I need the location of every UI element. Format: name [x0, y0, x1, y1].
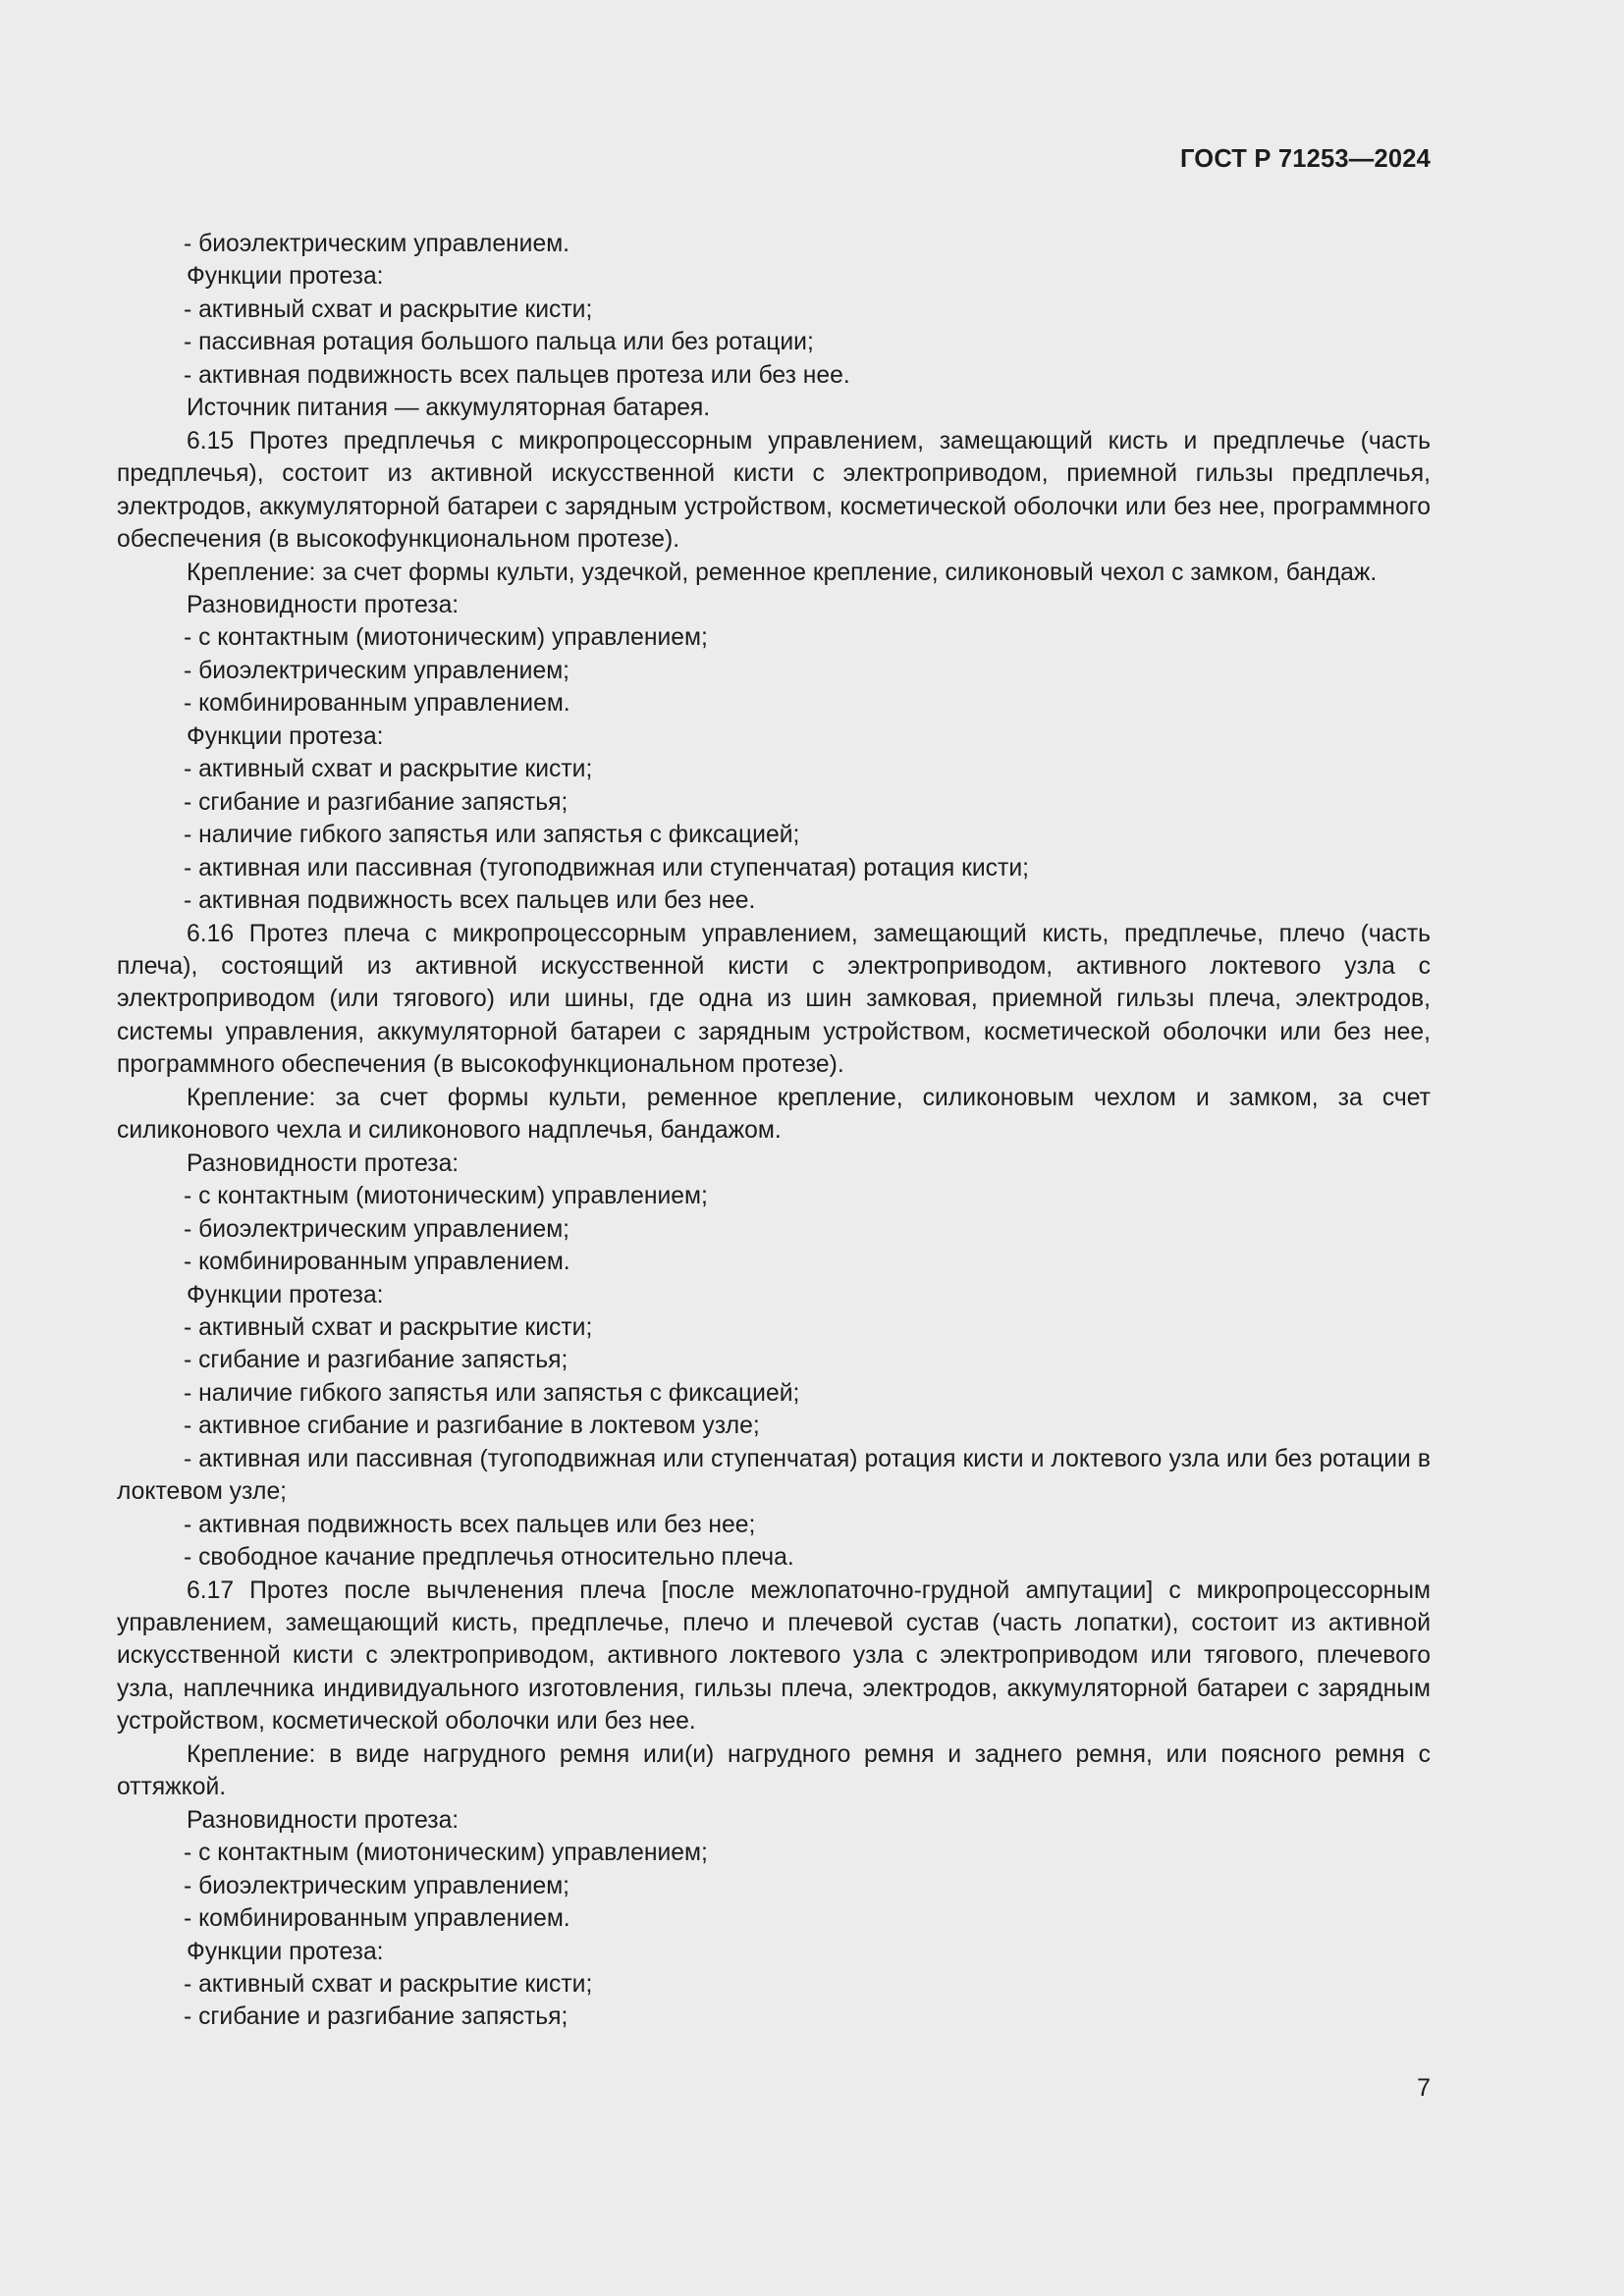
- list-item: - активная подвижность всех пальцев протеза или без нее.: [184, 361, 850, 389]
- paragraph: 6.17 Протез после вычленения плеча [после межлопаточно-грудной ампутации] с микропроцессорным управлением, замещающий кисть, предплечье, плечо и плечевой сустав (часть лопатки), состоит из активной искусственной кисти с электроприводом, активного локтевого узла с электроприводом или тягового, плечевого узла, наплечника индивидуального изготовления, гильзы плеча, электродов, аккумуляторной батареи с зарядным устройством, косметической оболочки или без нее.: [117, 1576, 1431, 1735]
- paragraph: Крепление: за счет формы культи, ременное крепление, силиконовым чехлом и замком, за счет силиконового чехла и силиконового надплечья, бандажом.: [117, 1084, 1431, 1145]
- paragraph: Функции протеза:: [187, 722, 384, 750]
- list-item: - биоэлектрическим управлением;: [184, 1215, 570, 1243]
- list-item: - активный схват и раскрытие кисти;: [184, 295, 593, 323]
- page-number: 7: [1417, 2074, 1431, 2102]
- list-item: - с контактным (миотоническим) управлением;: [184, 624, 708, 652]
- list-item: - активная подвижность всех пальцев или без нее;: [184, 1511, 756, 1538]
- list-item: - сгибание и разгибание запястья;: [184, 788, 568, 816]
- list-item: - активный схват и раскрытие кисти;: [184, 1313, 593, 1341]
- document-body: [117, 228, 1431, 2034]
- list-item: - свободное качание предплечья относительно плеча.: [184, 1544, 794, 1572]
- paragraph: 6.15 Протез предплечья с микропроцессорным управлением, замещающий кисть и предплечье (часть предплечья), состоит из активной искусственной кисти с электроприводом, приемной гильзы предплечья, электродов, аккумуляторной батареи с зарядным устройством, косметической оболочки или без нее, программного обеспечения (в высокофункциональном протезе).: [117, 427, 1431, 554]
- list-item: - комбинированным управлением.: [184, 1249, 570, 1276]
- list-item: - активное сгибание и разгибание в локтевом узле;: [184, 1413, 760, 1440]
- list-item: - активный схват и раскрытие кисти;: [184, 1971, 593, 1999]
- list-item: - активная или пассивная (тугоподвижная или ступенчатая) ротация кисти и локтевого узла или без ротации в локтевом узле;: [117, 1445, 1431, 1506]
- paragraph: Крепление: за счет формы культи, уздечкой, ременное крепление, силиконовый чехол с замком, бандаж.: [187, 559, 1378, 586]
- paragraph: Функции протеза:: [187, 1281, 384, 1308]
- paragraph: Функции протеза:: [187, 263, 384, 291]
- list-item: - сгибание и разгибание запястья;: [184, 2003, 568, 2031]
- list-item: - комбинированным управлением.: [184, 1905, 570, 1933]
- paragraph: 6.16 Протез плеча с микропроцессорным управлением, замещающий кисть, предплечье, плечо (часть плеча), состоящий из активной искусственной кисти с электроприводом, активного локтевого узла с электроприводом (или тягового) или шины, где одна из шин замковая, приемной гильзы плеча, электродов, системы управления, аккумуляторной батареи с зарядным устройством, косметической оболочки или без нее, программного обеспечения (в высокофункциональном протезе).: [117, 920, 1431, 1079]
- list-item: - биоэлектрическим управлением.: [184, 231, 570, 257]
- list-item: - активный схват и раскрытие кисти;: [184, 756, 593, 783]
- list-item: - сгибание и разгибание запястья;: [184, 1347, 568, 1374]
- list-item: - комбинированным управлением.: [184, 690, 570, 718]
- list-item: - наличие гибкого запястья или запястья с фиксацией;: [184, 822, 800, 849]
- list-item: - пассивная ротация большого пальца или без ротации;: [184, 329, 814, 356]
- paragraph: Разновидности протеза:: [187, 1149, 460, 1177]
- list-item: - биоэлектрическим управлением;: [184, 657, 570, 684]
- paragraph: Крепление: в виде нагрудного ремня или(и) нагрудного ремня и заднего ремня, или поясного ремня с оттяжкой.: [117, 1740, 1431, 1801]
- list-item: - с контактным (миотоническим) управлением;: [184, 1840, 708, 1867]
- list-item: - с контактным (миотоническим) управлением;: [184, 1183, 708, 1210]
- list-item: - биоэлектрическим управлением;: [184, 1872, 570, 1899]
- paragraph: Разновидности протеза:: [187, 1806, 460, 1834]
- paragraph: Функции протеза:: [187, 1938, 384, 1965]
- paragraph: Источник питания — аккумуляторная батарея.: [187, 395, 711, 422]
- paragraph: Разновидности протеза:: [187, 591, 460, 618]
- list-item: - активная или пассивная (тугоподвижная или ступенчатая) ротация кисти;: [184, 854, 1029, 881]
- document-number: ГОСТ Р 71253—2024: [1179, 145, 1431, 173]
- list-item: - активная подвижность всех пальцев или без нее.: [184, 887, 756, 915]
- list-item: - наличие гибкого запястья или запястья с фиксацией;: [184, 1379, 800, 1407]
